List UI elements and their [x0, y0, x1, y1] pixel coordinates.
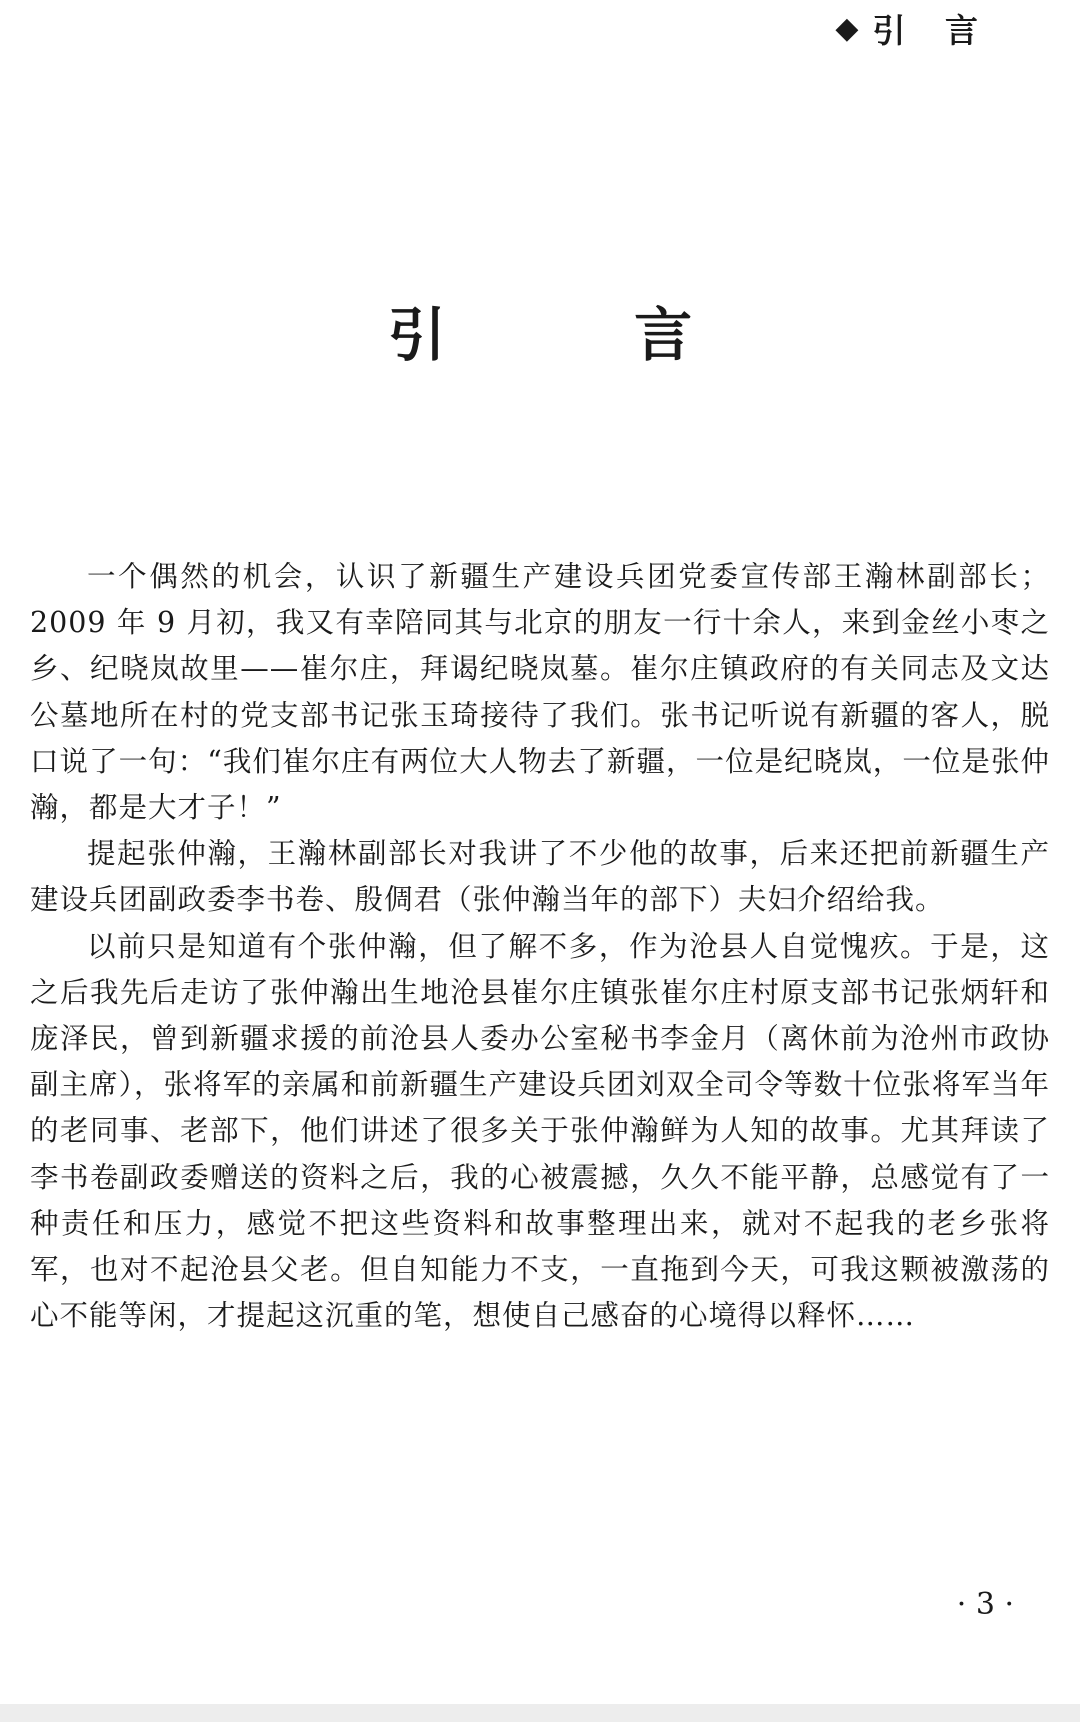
running-header — [835, 6, 992, 50]
chapter-title: 引 言 — [387, 301, 777, 369]
body-text — [30, 554, 1050, 1339]
paragraph: 一个偶然的机会，认识了新疆生产建设兵团党委宣传部王瀚林副部长；2009 年 9 月初，我又有幸陪同其与北京的朋友一行十余人，来到金丝小枣之乡、纪晓岚故里——崔尔庄，拜谒纪晓岚墓。崔尔庄镇政府的有关同志及文达公墓地所在村的党支部书记张玉琦接待了我们。张书记听说有新疆的客人，脱口说了一句：“我们崔尔庄有两位大人物去了新疆，一位是纪晓岚，一位是张仲瀚，都是大才子！” — [30, 560, 1050, 825]
diamond-icon: ◆ — [835, 10, 859, 46]
bottom-strip — [0, 1704, 1080, 1722]
page-number: · 3 · — [956, 1587, 1014, 1622]
paragraph: 提起张仲瀚，王瀚林副部长对我讲了不少他的故事，后来还把前新疆生产建设兵团副政委李书卷、殷倜君（张仲瀚当年的部下）夫妇介绍给我。 — [30, 837, 1050, 917]
running-header-label: 引 言 — [872, 10, 992, 50]
paragraph: 以前只是知道有个张仲瀚，但了解不多，作为沧县人自觉愧疚。于是，这之后我先后走访了张仲瀚出生地沧县崔尔庄镇张崔尔庄村原支部书记张炳轩和庞泽民，曾到新疆求援的前沧县人委办公室秘书李金月（离休前为沧州市政协副主席），张将军的亲属和前新疆生产建设兵团刘双全司令等数十位张将军当年的老同事、老部下，他们讲述了很多关于张仲瀚鲜为人知的故事。尤其拜读了李书卷副政委赠送的资料之后，我的心被震撼，久久不能平静，总感觉有了一种责任和压力，感觉不把这些资料和故事整理出来，就对不起我的老乡张将军，也对不起沧县父老。但自知能力不支，一直拖到今天，可我这颗被激荡的心不能等闲，才提起这沉重的笔，想使自己感奋的心境得以释怀…… — [30, 929, 1050, 1333]
